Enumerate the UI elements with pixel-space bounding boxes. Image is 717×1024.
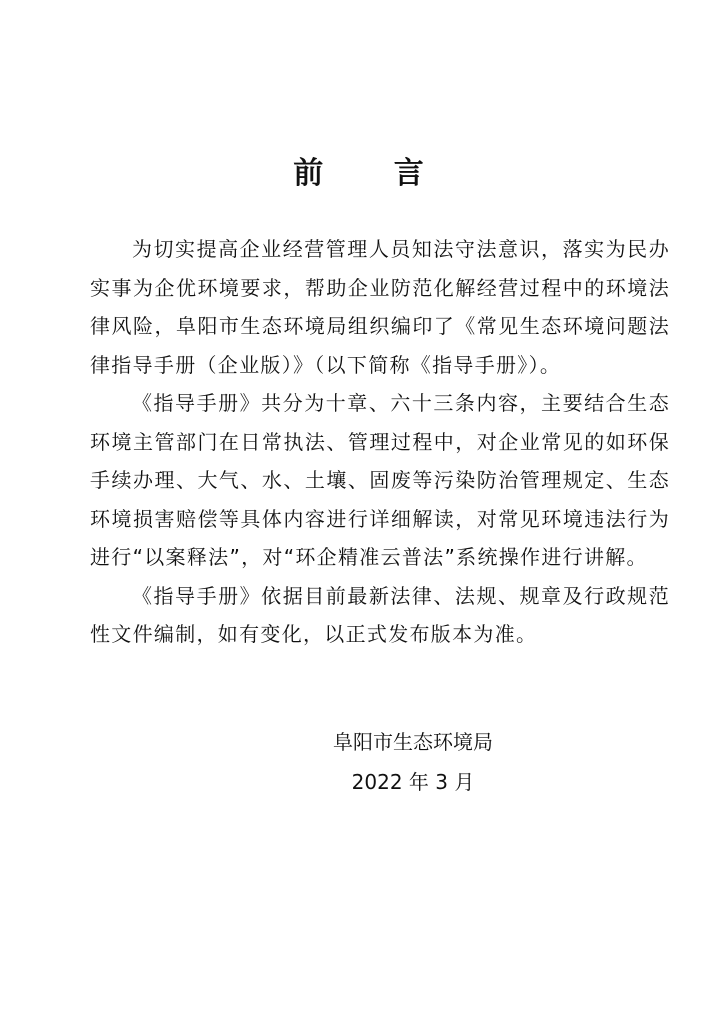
page-title: 前 言 xyxy=(293,156,454,191)
preface-body xyxy=(90,230,670,654)
signature-organization: 阜阳市生态环境局 xyxy=(333,730,493,754)
signature-date: 2022 年 3 月 xyxy=(351,770,475,794)
paragraph-3: 《指导手册》依据目前最新法律、法规、规章及行政规范性文件编制，如有变化，以正式发布版本为准。 xyxy=(90,583,670,646)
signature-block xyxy=(300,722,526,802)
paragraph-1: 为切实提高企业经营管理人员知法守法意识，落实为民办实事为企优环境要求，帮助企业防范化解经营过程中的环境法律风险，阜阳市生态环境局组织编印了《常见生态环境问题法律指导手册（企业版）》（以下简称《指导手册》）。 xyxy=(90,237,670,377)
paragraph-2: 《指导手册》共分为十章、六十三条内容，主要结合生态环境主管部门在日常执法、管理过程中，对企业常见的如环保手续办理、大气、水、土壤、固废等污染防治管理规定、生态环境损害赔偿等具体内容进行详细解读，对常见环境违法行为进行“以案释法”，对“环企精准云普法”系统操作进行讲解。 xyxy=(90,391,670,569)
